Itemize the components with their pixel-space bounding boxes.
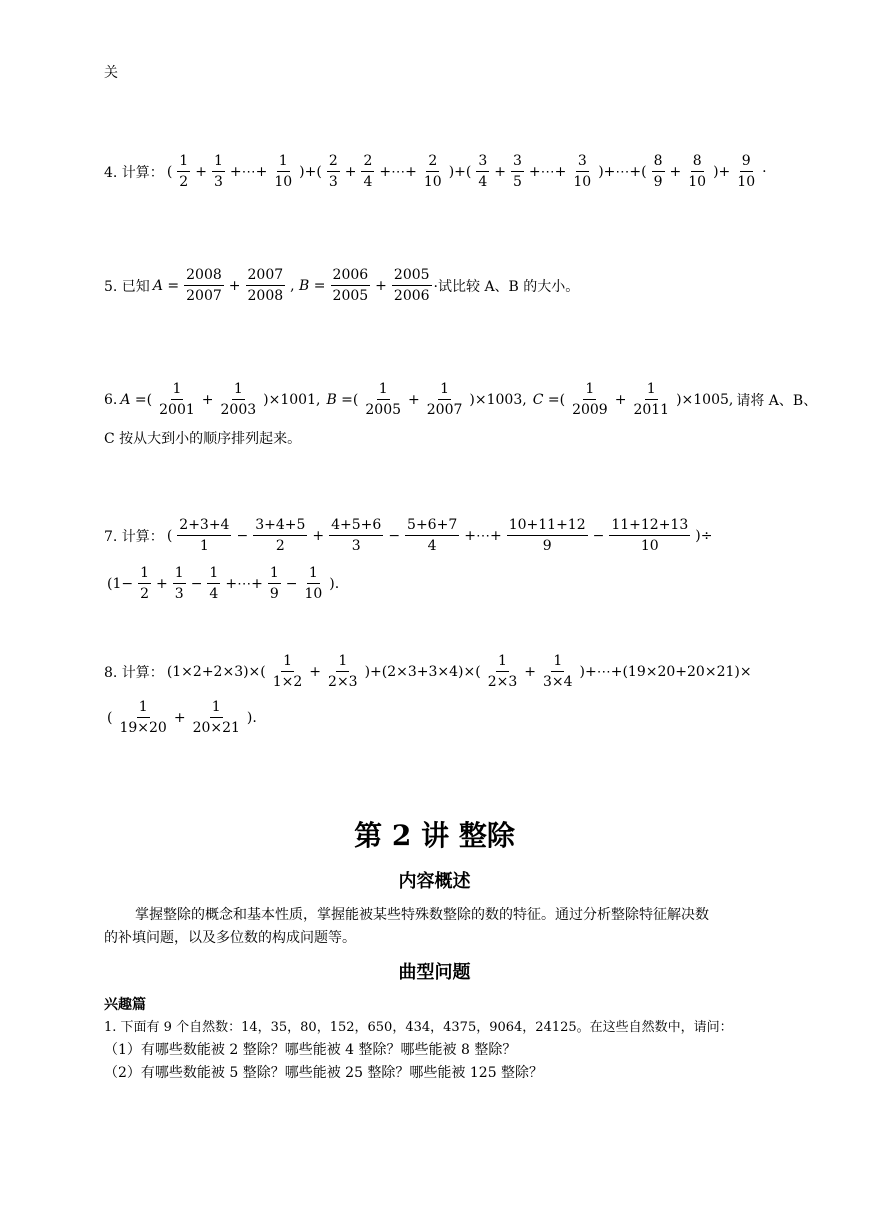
section-label: 兴趣篇 xyxy=(104,997,146,1013)
problem-4-label: 4. 计算： xyxy=(104,164,164,181)
problem-7-label: 7. 计算： xyxy=(104,528,164,545)
problem-6: 6. A =( $\frac{1}{2001}$ + $\frac{1}{2003}$ )×1001, B =( $\frac{1}{2005}$ + $\frac{1}{2007}$ )×1003, C =( $\frac{1}{2009}$ + $\frac{1}{2011}$ )×1005, 请将 A、B、 xyxy=(104,381,818,418)
lecture-title: 第 2 讲 整除 xyxy=(354,819,515,852)
problem-5-label: 5. 已知 xyxy=(104,278,150,295)
problem-6-label: 6. xyxy=(104,391,118,408)
problem-4: 4. 计算： ( $\frac{1}{2}$ + $\frac{1}{3}$ +⋯+ $\frac{1}{10}$ )+( $\frac{2}{3}$ + $\frac{2}{4}$ +⋯+ $\frac{2}{10}$ )+( $\frac{3}{4}$ + $\frac{3}{5}$ +⋯+ $\frac{3}{10}$ )+⋯+( $\frac{8}{9}$ + $\frac{8}{10}$ )+ $\frac{9}{10}$ · xyxy=(104,153,767,190)
question-1-line-2: （1）有哪些数能被 2 整除？哪些能被 4 整除？哪些能被 8 整除？ xyxy=(104,1042,517,1058)
question-1-line-3: （2）有哪些数能被 5 整除？哪些能被 25 整除？哪些能被 125 整除？ xyxy=(104,1065,544,1081)
overview-line-2: 的补填问题，以及多位数的构成问题等。 xyxy=(104,930,356,946)
typical-heading: 曲型问题 xyxy=(398,962,471,983)
question-1-line-1: 1. 下面有 9 个自然数：14，35，80，152，650，434，4375，9064，24125。在这些自然数中，请问： xyxy=(104,1020,733,1035)
overview-line-1: 掌握整除的概念和基本性质，掌握能被某些特殊数整除的数的特征。通过分析整除特征解决数 xyxy=(135,907,709,923)
problem-6-tail: 请将 A、B、 xyxy=(736,392,818,409)
problem-5-tail: ·试比较 A、B 的大小。 xyxy=(433,278,580,295)
page-header-char: 关 xyxy=(104,65,118,81)
problem-7: 7. 计算： ( $\frac{2+3+4}{1}$ − $\frac{3+4+5}{2}$ + $\frac{4+5+6}{3}$ − $\frac{5+6+7}{4}$ +⋯+ $\frac{10+11+12}{9}$ − $\frac{11+12+13}{10}$ )÷ xyxy=(104,517,713,554)
problem-6-line2: C 按从大到小的顺序排列起来。 xyxy=(104,431,302,447)
problem-5: 5. 已知 A = $\frac{2008}{2007}$ + $\frac{2007}{2008}$ , B = $\frac{2006}{2005}$ + $\frac{2005}{2006}$ ·试比较 A、B 的大小。 xyxy=(104,267,580,304)
problem-8: 8. 计算： (1×2+2×3)×( $\frac{1}{1\times 2}$ + $\frac{1}{2\times 3}$ )+(2×3+3×4)×( $\frac{1}{2\times 3}$ + $\frac{1}{3\times 4}$ )+⋯+(19×20+20×21)× xyxy=(104,653,752,690)
problem-8-label: 8. 计算： xyxy=(104,664,164,681)
problem-8-line2: ( $\frac{1}{19\times 20}$ + $\frac{1}{20\times 21}$ ). xyxy=(107,699,257,736)
problem-7-line2: (1− $\frac{1}{2}$ + $\frac{1}{3}$ − $\frac{1}{4}$ +⋯+ $\frac{1}{9}$ − $\frac{1}{10}$ ). xyxy=(107,565,340,602)
overview-heading: 内容概述 xyxy=(398,871,471,892)
